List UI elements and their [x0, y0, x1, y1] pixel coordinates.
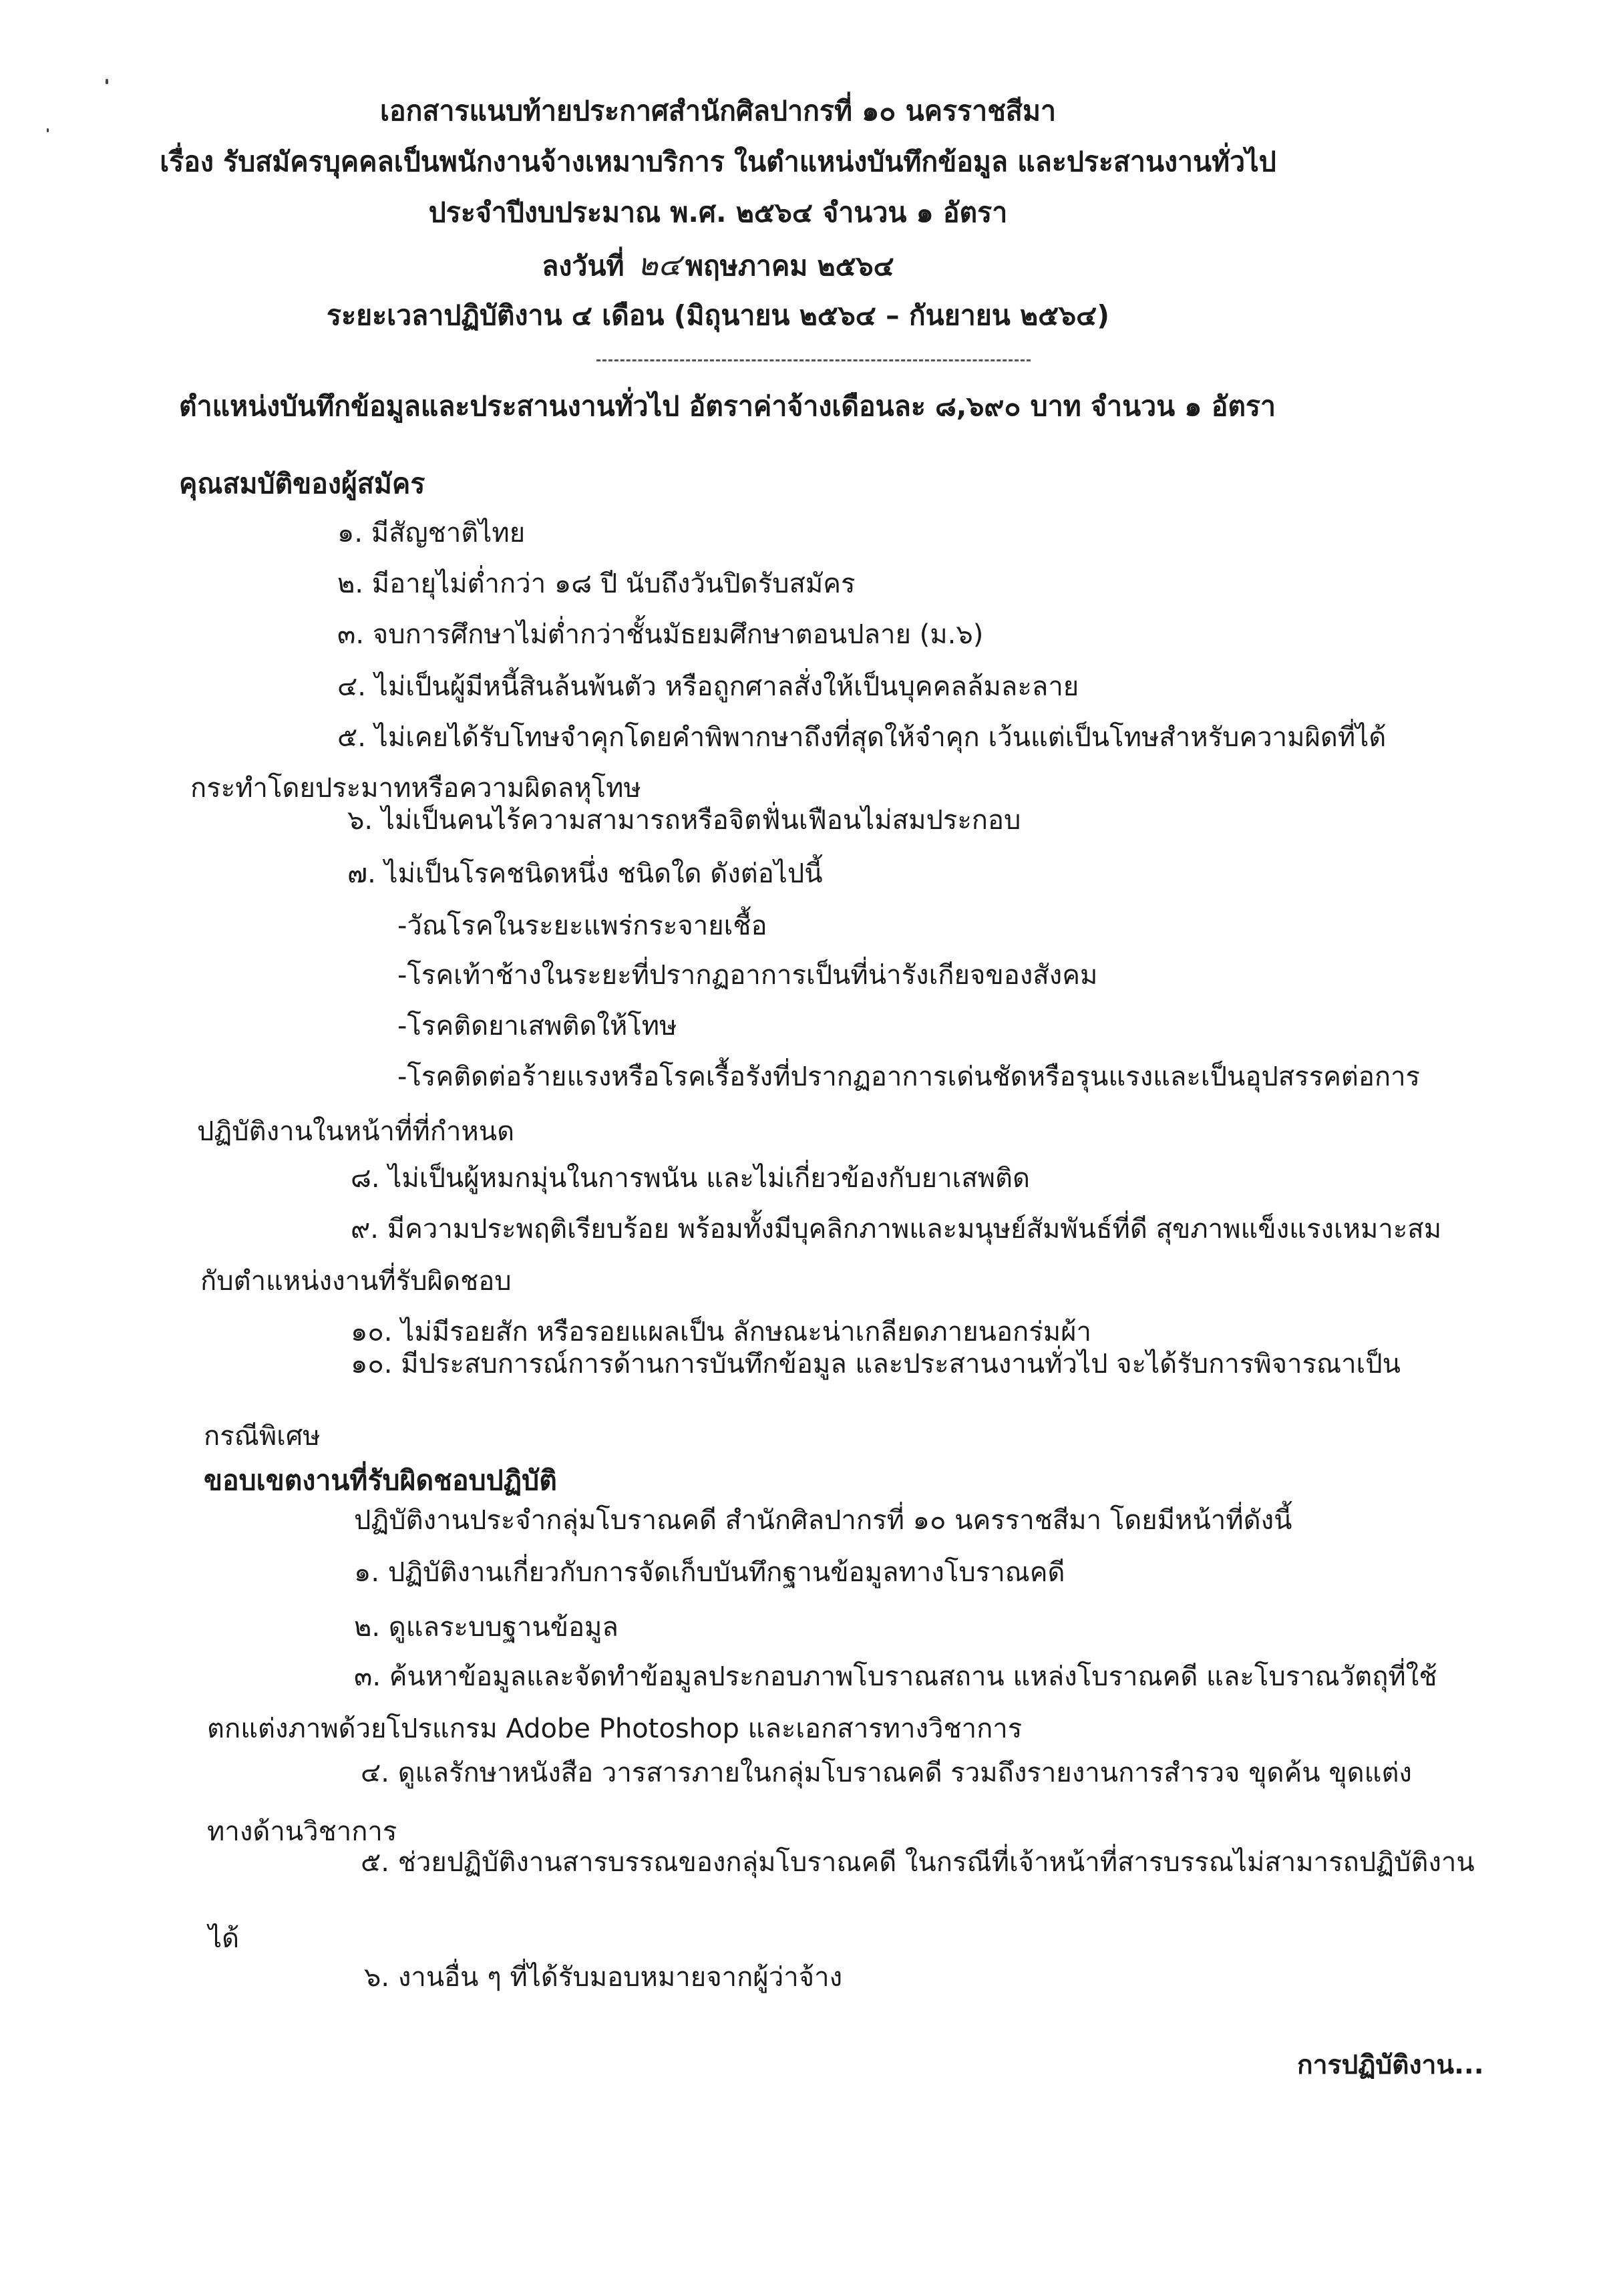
qualification-8: ๘. ไม่เป็นผู้หมกมุ่นในการพนัน และไม่เกี่ยวข้องกับยาเสพติด: [351, 1163, 1030, 1194]
qualification-11-line-1: ๑๐. มีประสบการณ์การด้านการบันทึกข้อมูล และประสานงานทั่วไป จะได้รับการพิจารณาเป็น: [351, 1349, 1401, 1379]
disease-1: -วัณโรคในระยะแพร่กระจายเชื้อ: [397, 911, 767, 941]
qualification-6: ๖. ไม่เป็นคนไร้ความสามารถหรือจิตฟั่นเฟือนไม่สมประกอบ: [347, 805, 1021, 836]
scope-item-2: ๒. ดูแลระบบฐานข้อมูล: [354, 1612, 618, 1643]
scope-heading: ขอบเขตงานที่รับผิดชอบปฏิบัติ: [204, 1464, 557, 1496]
separator-rule: [596, 359, 1031, 361]
date-suffix: พฤษภาคม ๒๕๖๔: [685, 250, 894, 282]
qualifications-heading: คุณสมบัติของผู้สมัคร: [179, 468, 425, 500]
disease-4-line-1: -โรคติดต่อร้ายแรงหรือโรคเรื้อรังที่ปรากฏอาการเด่นชัดหรือรุนแรงและเป็นอุปสรรคต่อการ: [397, 1061, 1421, 1092]
scope-item-4-line-2: ทางด้านวิชาการ: [207, 1816, 397, 1847]
disease-4-line-2: ปฏิบัติงานในหน้าที่ที่กำหนด: [197, 1116, 515, 1147]
qualification-9-line-1: ๙. มีความประพฤติเรียบร้อย พร้อมทั้งมีบุคลิกภาพและมนุษย์สัมพันธ์ที่ดี สุขภาพแข็งแรงเหมาะสม: [351, 1214, 1442, 1245]
scan-speck: [106, 79, 108, 84]
header-line-1: เอกสารแนบท้ายประกาศสำนักศิลปากรที่ ๑๐ นครราชสีมา: [379, 95, 1056, 127]
header-line-3: ประจำปีงบประมาณ พ.ศ. ๒๕๖๔ จำนวน ๑ อัตรา: [428, 196, 1008, 228]
qualification-5-line-1: ๕. ไม่เคยได้รับโทษจำคุกโดยคำพิพากษาถึงที่สุดให้จำคุก เว้นแต่เป็นโทษสำหรับความผิดที่ได้: [337, 722, 1387, 753]
handwritten-day: ๒๔: [637, 247, 681, 283]
disease-2: -โรคเท้าช้างในระยะที่ปรากฏอาการเป็นที่น่ารังเกียจของสังคม: [397, 960, 1098, 991]
qualification-4: ๔. ไม่เป็นผู้มีหนี้สินล้นพ้นตัว หรือถูกศาลสั่งให้เป็นบุคคลล้มละลาย: [337, 671, 1079, 702]
scope-intro: ปฏิบัติงานประจำกลุ่มโบราณคดี สำนักศิลปากรที่ ๑๐ นครราชสีมา โดยมีหน้าที่ดังนี้: [354, 1505, 1292, 1536]
qualification-11-line-2: กรณีพิเศษ: [204, 1421, 321, 1452]
scope-item-6: ๖. งานอื่น ๆ ที่ได้รับมอบหมายจากผู้ว่าจ้าง: [364, 1962, 843, 1993]
header-line-5: ระยะเวลาปฏิบัติงาน ๔ เดือน (มิถุนายน ๒๕๖๔ – กันยายน ๒๕๖๔): [327, 299, 1109, 331]
date-prefix: ลงวันที่: [542, 250, 624, 282]
scope-item-5-line-1: ๕. ช่วยปฏิบัติงานสารบรรณของกลุ่มโบราณคดี ในกรณีที่เจ้าหน้าที่สารบรรณไม่สามารถปฏิบัติงาน: [361, 1847, 1475, 1878]
qualification-9-line-2: กับตำแหน่งงานที่รับผิดชอบ: [200, 1266, 512, 1297]
scope-item-5-line-2: ได้: [208, 1923, 240, 1954]
qualification-5-line-2: กระทำโดยประมาทหรือความผิดลหุโทษ: [190, 773, 641, 804]
qualification-3: ๓. จบการศึกษาไม่ต่ำกว่าชั้นมัธยมศึกษาตอนปลาย (ม.๖): [337, 619, 984, 650]
qualification-7: ๗. ไม่เป็นโรคชนิดหนึ่ง ชนิดใด ดังต่อไปนี้: [347, 858, 823, 889]
disease-3: -โรคติดยาเสพติดให้โทษ: [397, 1011, 677, 1041]
header-line-2: เรื่อง รับสมัครบุคคลเป็นพนักงานจ้างเหมาบริการ ในตำแหน่งบันทึกข้อมูล และประสานงานทั่วไป: [160, 146, 1276, 178]
qualification-10: ๑๐. ไม่มีรอยสัก หรือรอยแผลเป็น ลักษณะน่าเกลียดภายนอกร่มผ้า: [351, 1317, 1091, 1347]
scope-item-3-line-1: ๓. ค้นหาข้อมูลและจัดทำข้อมูลประกอบภาพโบราณสถาน แหล่งโบราณคดี และโบราณวัตถุที่ใช้: [354, 1661, 1437, 1692]
qualification-2: ๒. มีอายุไม่ต่ำกว่า ๑๘ ปี นับถึงวันปิดรับสมัคร: [337, 568, 856, 599]
scope-item-3-line-2: ตกแต่งภาพด้วยโปรแกรม Adobe Photoshop และเอกสารทางวิชาการ: [207, 1713, 1023, 1744]
scope-item-4-line-1: ๔. ดูแลรักษาหนังสือ วารสารภายในกลุ่มโบราณคดี รวมถึงรายงานการสำรวจ ขุดค้น ขุดแต่ง: [361, 1758, 1412, 1788]
continuation-text: การปฏิบัติงาน...: [1297, 2050, 1484, 2080]
scope-item-1: ๑. ปฏิบัติงานเกี่ยวกับการจัดเก็บบันทึกฐานข้อมูลทางโบราณคดี: [354, 1557, 1065, 1588]
position-line: ตำแหน่งบันทึกข้อมูลและประสานงานทั่วไป อัตราค่าจ้างเดือนละ ๘,๖๙๐ บาท จำนวน ๑ อัตรา: [179, 390, 1276, 422]
qualification-1: ๑. มีสัญชาติไทย: [337, 518, 526, 548]
header-line-4: [0, 246, 1436, 285]
